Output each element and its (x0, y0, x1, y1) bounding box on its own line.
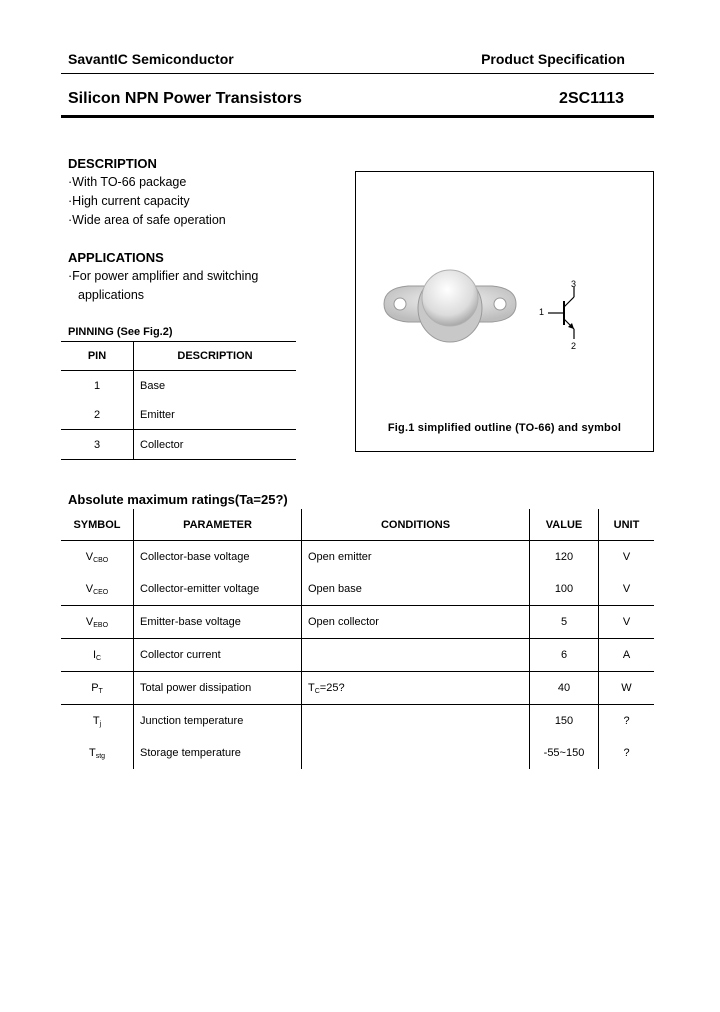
pin-column-header: PIN (61, 342, 134, 371)
value-cell: 100 (530, 573, 599, 606)
conditions-cell (302, 639, 530, 672)
unit-cell: A (622, 649, 631, 661)
conditions-cell: Open emitter (302, 541, 530, 574)
part-number: 2SC1113 (559, 90, 624, 107)
value-cell: 120 (530, 541, 599, 574)
symbol-subscript: EBO (93, 621, 109, 629)
title-rule (61, 115, 654, 118)
table-row (61, 606, 654, 639)
table-row (61, 400, 296, 430)
symbol-letter: I (92, 648, 96, 661)
conditions-column-header: CONDITIONS (302, 509, 530, 541)
description-heading: DESCRIPTION (68, 156, 157, 171)
symbol-pin-collector-label: 3 (571, 279, 577, 289)
symbol-letter: V (85, 615, 94, 628)
pin-number: 1 (61, 371, 134, 401)
symbol-letter: T (88, 746, 96, 759)
pin-description: Base (140, 379, 166, 392)
unit-cell: V (622, 616, 631, 628)
pin-description-column-header: DESCRIPTION (177, 350, 253, 362)
npn-transistor-symbol (536, 275, 596, 355)
table-row (61, 430, 296, 460)
value-cell: 5 (530, 606, 599, 639)
table-row (61, 672, 654, 705)
ratings-header-row (61, 509, 654, 541)
symbol-cell (61, 737, 134, 769)
product-line-title: Silicon NPN Power Transistors (68, 90, 302, 107)
condition-subscript: C (314, 687, 320, 695)
symbol-subscript: CBO (93, 556, 109, 564)
condition-value: =25? (319, 681, 345, 694)
symbol-cell (61, 672, 134, 705)
table-row (61, 639, 654, 672)
description-item: ·High current capacity (68, 194, 190, 208)
symbol-cell (61, 606, 134, 639)
unit-cell: V (622, 551, 631, 563)
symbol-column-header: SYMBOL (61, 509, 134, 541)
value-cell: 40 (530, 672, 599, 705)
conditions-cell (302, 705, 530, 738)
description-item: ·With TO-66 package (68, 175, 187, 189)
applications-heading: APPLICATIONS (68, 250, 164, 265)
unit-cell: ? (623, 747, 630, 759)
applications-item: ·For power amplifier and switching (68, 269, 259, 283)
parameter-cell: Collector-base voltage (134, 541, 302, 574)
symbol-letter: P (91, 681, 99, 694)
parameter-column-header: PARAMETER (134, 509, 302, 541)
figure-caption: Fig.1 simplified outline (TO-66) and symbol (387, 422, 622, 434)
symbol-letter: V (85, 582, 94, 595)
parameter-cell: Collector current (134, 639, 302, 672)
description-item: ·Wide area of safe operation (68, 213, 226, 227)
symbol-cell (61, 541, 134, 574)
figure-box (355, 171, 654, 452)
symbol-cell (61, 705, 134, 738)
table-row (61, 541, 654, 574)
header-rule (61, 73, 654, 74)
ratings-heading: Absolute maximum ratings(Ta=25?) (68, 492, 288, 507)
pin-description: Collector (140, 438, 184, 451)
doc-type: Product Specification (481, 51, 625, 67)
ratings-table (61, 509, 654, 769)
symbol-cell (61, 639, 134, 672)
table-row (61, 737, 654, 769)
condition-symbol: T (308, 681, 315, 694)
pin-description: Emitter (140, 408, 175, 421)
parameter-cell: Emitter-base voltage (134, 606, 302, 639)
symbol-letter: V (85, 550, 94, 563)
symbol-letter: T (92, 714, 100, 727)
unit-column-header: UNIT (613, 518, 640, 531)
symbol-subscript: T (98, 687, 103, 695)
pinning-table (61, 341, 296, 460)
value-column-header: VALUE (530, 509, 599, 541)
table-row (61, 573, 654, 606)
table-row (61, 371, 296, 401)
symbol-pin-emitter-label: 2 (571, 341, 577, 351)
symbol-subscript: j (99, 720, 102, 728)
symbol-cell (61, 573, 134, 606)
applications-item-cont: applications (78, 288, 145, 302)
conditions-cell (302, 672, 530, 705)
value-cell: -55~150 (530, 737, 599, 769)
pinning-heading: PINNING (See Fig.2) (68, 326, 173, 338)
company-name: SavantIC Semiconductor (68, 51, 234, 67)
parameter-cell: Junction temperature (134, 705, 302, 738)
parameter-cell: Storage temperature (134, 737, 302, 769)
conditions-cell (302, 737, 530, 769)
symbol-subscript: C (96, 654, 102, 662)
unit-cell: W (621, 682, 632, 694)
pin-number: 3 (61, 430, 134, 460)
symbol-subscript: stg (95, 752, 106, 760)
pin-number: 2 (61, 400, 134, 430)
symbol-subscript: CEO (93, 588, 109, 596)
value-cell: 6 (530, 639, 599, 672)
symbol-pin-base-label: 1 (539, 307, 545, 317)
parameter-cell: Collector-emitter voltage (134, 573, 302, 606)
value-cell: 150 (530, 705, 599, 738)
to66-package-drawing (380, 264, 520, 354)
pinning-header-row (61, 342, 296, 371)
conditions-cell: Open base (302, 573, 530, 606)
table-row (61, 705, 654, 738)
parameter-cell: Total power dissipation (134, 672, 302, 705)
unit-cell: ? (623, 715, 630, 727)
conditions-cell: Open collector (302, 606, 530, 639)
unit-cell: V (622, 583, 631, 595)
